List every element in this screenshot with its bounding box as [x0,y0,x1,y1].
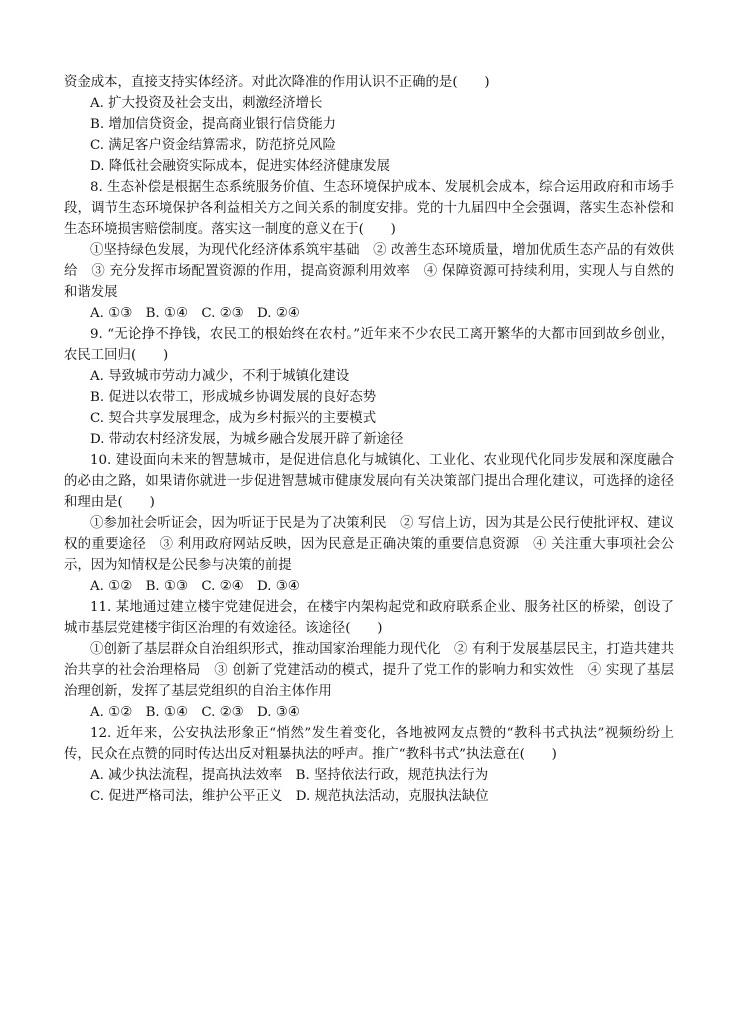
question-10-statements: ①参加社会听证会，因为听证于民是为了决策利民 ② 写信上访，因为其是公民行使批评权、建议权的重要途径 ③ 利用政府网站反映，因为民意是正确决策的重要信息资源 ④ 关注重大事项社会公示，因为知情权是公民参与决策的前提 [64,516,674,573]
question-11-statements: ①创新了基层群众自治组织形式，推动国家治理能力现代化 ② 有利于发展基层民主，打造共建共治共享的社会治理格局 ③ 创新了党建活动的模式，提升了党工作的影响力和实效性 ④ 实现了基层治理创新，发挥了基层党组织的自治主体作用 [64,642,674,699]
question-9-stem: 9. “无论挣不挣钱，农民工的根始终在农村。”近年来不少农民工离开繁华的大都市回到故乡创业，农民工回归( ) [64,327,674,363]
exam-page [64,72,674,807]
question-8 [64,177,674,324]
question-12 [64,723,674,807]
question-7-stem-tail: 资金成本，直接支持实体经济。对此次降准的作用认识不正确的是( ) [64,75,490,90]
question-8-statements: ①坚持绿色发展，为现代化经济体系筑牢基础 ② 改善生态环境质量，增加优质生态产品的有效供给 ③ 充分发挥市场配置资源的作用，提高资源利用效率 ④ 保障资源可持续利用，实现人与自然的和谐发展 [64,243,674,300]
question-7-option-c: C. 满足客户资金结算需求，防范挤兑风险 [90,138,336,153]
question-10-choices: A. ①② B. ①③ C. ②④ D. ③④ [90,579,300,594]
question-12-options-row-2: C. 促进严格司法，维护公平正义 D. 规范执法活动，克服执法缺位 [90,789,489,804]
question-7 [64,72,674,177]
question-10 [64,450,674,597]
question-11-stem: 11. 某地通过建立楼宇党建促进会，在楼宇内架构起党和政府联系企业、服务社区的桥梁，创设了城市基层党建楼宇街区治理的有效途径。该途径( ) [64,600,674,636]
question-8-choices: A. ①③ B. ①④ C. ②③ D. ②④ [90,306,300,321]
question-7-option-a: A. 扩大投资及社会支出，刺激经济增长 [90,96,323,111]
question-9-option-c: C. 契合共享发展理念，成为乡村振兴的主要模式 [90,411,377,426]
question-9-option-a: A. 导致城市劳动力减少，不利于城镇化建设 [90,369,350,384]
question-7-option-b: B. 增加信贷资金，提高商业银行信贷能力 [90,117,336,132]
question-12-stem: 12. 近年来，公安执法形象正“悄然”发生着变化，各地被网友点赞的“教科书式执法”视频纷纷上传，民众在点赞的同时传达出反对粗暴执法的呼声。推广“教科书式”执法意在( ) [64,726,674,762]
question-9 [64,324,674,450]
question-9-option-d: D. 带动农村经济发展，为城乡融合发展开辟了新途径 [90,432,404,447]
question-12-options-row-1: A. 减少执法流程，提高执法效率 B. 坚持依法行政，规范执法行为 [90,768,489,783]
question-9-option-b: B. 促进以农带工，形成城乡协调发展的良好态势 [90,390,377,405]
question-11 [64,597,674,723]
question-11-choices: A. ①② B. ①④ C. ②③ D. ③④ [90,705,300,720]
question-10-stem: 10. 建设面向未来的智慧城市，是促进信息化与城镇化、工业化、农业现代化同步发展和深度融合的必由之路，如果请你就进一步促进智慧城市健康发展向有关决策部门提出合理化建议，可选择的途径和理由是( ) [64,453,674,510]
question-8-stem: 8. 生态补偿是根据生态系统服务价值、生态环境保护成本、发展机会成本，综合运用政府和市场手段，调节生态环境保护各利益相关方之间关系的制度安排。党的十九届四中全会强调，落实生态补偿和生态环境损害赔偿制度。落实这一制度的意义在于( ) [64,180,674,237]
question-7-option-d: D. 降低社会融资实际成本，促进实体经济健康发展 [90,159,390,174]
